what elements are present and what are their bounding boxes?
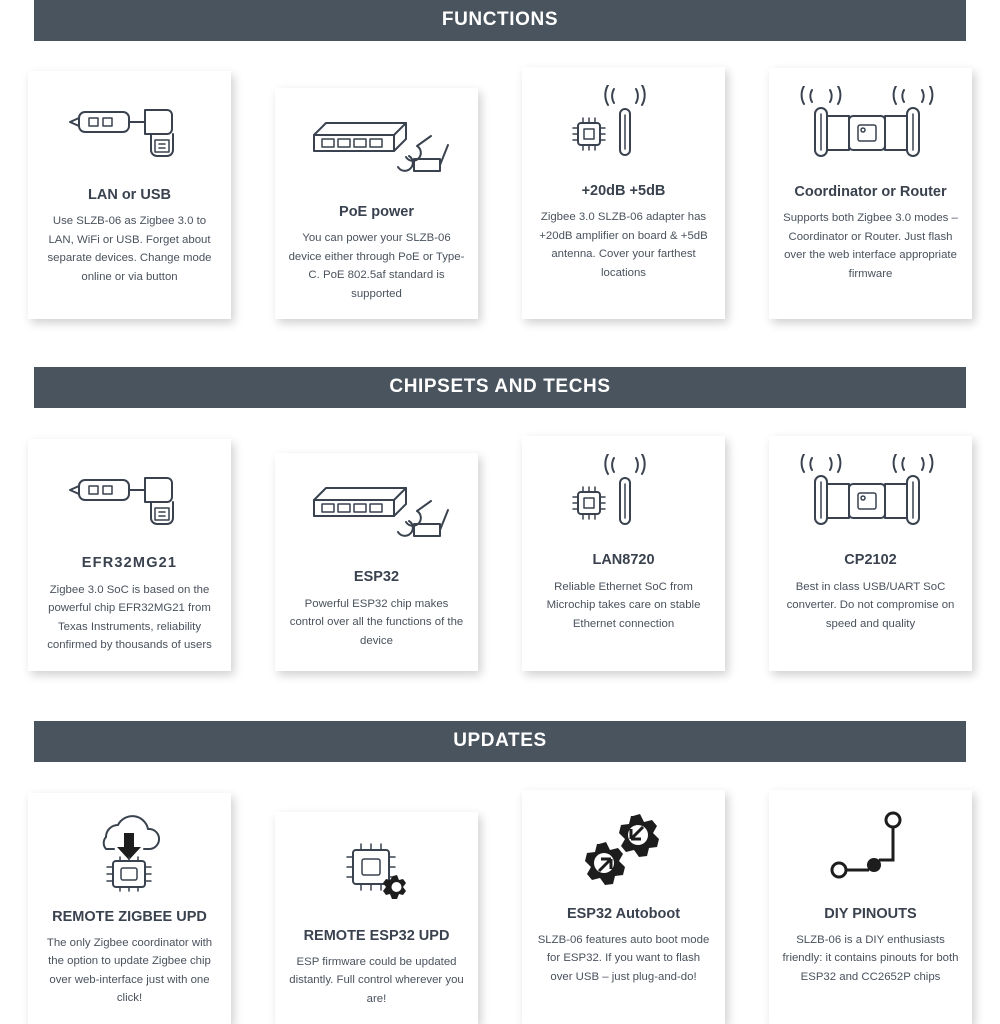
card-text: You can power your SLZB-06 device either through PoE or Type-C. PoE 802.5af standard is supported — [288, 232, 465, 300]
gears-arrows-icon — [569, 808, 679, 894]
feature-card — [522, 67, 725, 319]
section-heading-updates: UPDATES — [34, 721, 966, 762]
card-title: PoE power — [339, 204, 414, 220]
antenna-signal-icon — [564, 454, 684, 540]
feature-card — [28, 71, 231, 319]
card-title: CP2102 — [844, 552, 897, 569]
card-text: Best in class USB/UART SoC converter. Do not compromise on speed and quality — [786, 580, 955, 630]
card-title: ESP32 Autoboot — [566, 905, 681, 922]
section-heading-chipsets: CHIPSETS AND TECHS — [34, 367, 966, 408]
section-chipsets — [0, 367, 1000, 670]
card-text: Reliable Ethernet SoC from Microchip takes care on stable Ethernet connection — [546, 580, 701, 630]
card-title: ESP32 — [353, 569, 400, 586]
card-text: ESP firmware could be updated distantly. Full control wherever you are! — [289, 955, 464, 1005]
card-title: +20dB +5dB — [581, 183, 666, 199]
card-title: REMOTE ESP32 UPD — [303, 927, 450, 944]
feature-card — [769, 790, 972, 1024]
feature-card — [28, 793, 231, 1024]
card-text: Powerful ESP32 chip makes control over all the functions of the device — [289, 597, 464, 647]
feature-card — [28, 439, 231, 670]
card-text: SLZB-06 features auto boot mode for ESP32. If you want to flash over USB – just plug-and-do! — [537, 933, 710, 983]
antenna-signal-icon — [564, 85, 684, 171]
dual-antenna-chip-icon — [786, 86, 956, 172]
card-title: DIY PINOUTS — [824, 905, 917, 922]
card-text: Use SLZB-06 as Zigbee 3.0 to LAN, WiFi or USB. Forget about separate devices. Change mode online or via button — [47, 215, 212, 283]
card-title: EFR32MG21 — [81, 555, 178, 572]
card-row-functions — [0, 71, 1000, 319]
card-text: Zigbee 3.0 SLZB-06 adapter has +20dB amplifier on board & +5dB antenna. Cover your farthest locations — [539, 211, 708, 279]
chip-gear-icon — [327, 830, 427, 916]
feature-card — [275, 88, 478, 319]
section-functions — [0, 0, 1000, 319]
feature-card — [769, 436, 972, 670]
card-title: LAN8720 — [592, 552, 655, 569]
card-title: Coordinator or Router — [794, 184, 947, 200]
feature-card — [522, 436, 725, 670]
feature-card — [275, 453, 478, 670]
card-text: SLZB-06 is a DIY enthusiasts friendly: it contains pinouts for both ESP32 and CC2652P chips — [782, 933, 959, 983]
card-row-updates — [0, 793, 1000, 1024]
feature-card — [275, 812, 478, 1024]
usb-cable-icon — [65, 89, 195, 175]
card-text: The only Zigbee coordinator with the option to update Zigbee chip over web-interface just with one click! — [46, 936, 213, 1005]
card-text: Supports both Zigbee 3.0 modes – Coordinator or Router. Just flash over the web interface appropriate firmware — [783, 212, 958, 280]
card-title: REMOTE ZIGBEE UPD — [52, 908, 207, 925]
usb-cable-icon — [65, 457, 195, 543]
dual-antenna-chip-icon — [786, 454, 956, 540]
section-updates — [0, 721, 1000, 1024]
pinout-nodes-icon — [821, 808, 921, 894]
feature-card — [769, 68, 972, 319]
card-text: Zigbee 3.0 SoC is based on the powerful chip EFR32MG21 from Texas Instruments, reliability confirmed by thousands of users — [47, 583, 212, 652]
cloud-download-chip-icon — [80, 811, 180, 897]
poe-switch-icon — [302, 471, 452, 557]
feature-card — [522, 790, 725, 1024]
section-heading-functions: FUNCTIONS — [34, 0, 966, 41]
poe-switch-icon — [302, 106, 452, 192]
card-title: LAN or USB — [88, 187, 171, 203]
card-row-chipsets — [0, 439, 1000, 670]
